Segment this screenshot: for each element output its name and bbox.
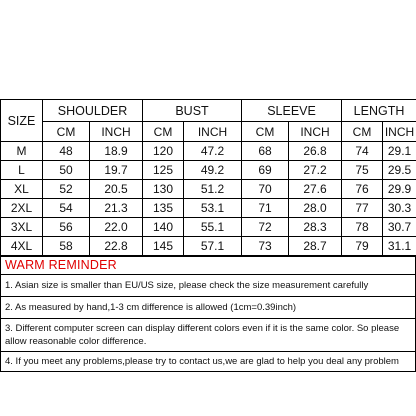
size-header: SIZE — [1, 100, 43, 142]
measurement-cell: 68 — [242, 142, 289, 161]
measurement-cell: 28.7 — [289, 237, 342, 256]
size-label: 3XL — [1, 218, 43, 237]
size-row — [1, 161, 416, 180]
measurement-cell: 19.7 — [90, 161, 143, 180]
size-label: L — [1, 161, 43, 180]
note-item: 3. Different computer screen can display different colors even if it is the same color. So please allow reasonable color difference. — [1, 319, 416, 352]
unit-header: INCH — [90, 122, 143, 142]
note-item: 4. If you meet any problems,please try to contact us,we are glad to help you deal any problem — [1, 352, 416, 372]
unit-header: INCH — [289, 122, 342, 142]
size-row — [1, 142, 416, 161]
measurement-cell: 30.7 — [383, 218, 416, 237]
measurement-cell: 28.3 — [289, 218, 342, 237]
measurement-cell: 22.0 — [90, 218, 143, 237]
measurement-cell: 78 — [342, 218, 383, 237]
measurement-cell: 55.1 — [184, 218, 242, 237]
measurement-cell: 49.2 — [184, 161, 242, 180]
header-row-units — [1, 122, 416, 142]
measurement-cell: 26.8 — [289, 142, 342, 161]
measurement-cell: 21.3 — [90, 199, 143, 218]
measurement-cell: 29.5 — [383, 161, 416, 180]
size-label: XL — [1, 180, 43, 199]
measurement-cell: 56 — [43, 218, 90, 237]
measurement-cell: 48 — [43, 142, 90, 161]
measurement-cell: 120 — [143, 142, 184, 161]
measurement-cell: 30.3 — [383, 199, 416, 218]
measurement-cell: 28.0 — [289, 199, 342, 218]
measurement-cell: 27.2 — [289, 161, 342, 180]
size-row — [1, 218, 416, 237]
measurement-cell: 57.1 — [184, 237, 242, 256]
measurement-cell: 145 — [143, 237, 184, 256]
measurement-cell: 20.5 — [90, 180, 143, 199]
measurement-cell: 31.1 — [383, 237, 416, 256]
measurement-cell: 135 — [143, 199, 184, 218]
warm-reminder — [0, 256, 416, 372]
measurement-cell: 58 — [43, 237, 90, 256]
measurement-cell: 53.1 — [184, 199, 242, 218]
unit-header: INCH — [383, 122, 416, 142]
unit-header: INCH — [184, 122, 242, 142]
measurement-cell: 77 — [342, 199, 383, 218]
header-sleeve: SLEEVE — [242, 100, 342, 122]
measurement-cell: 52 — [43, 180, 90, 199]
unit-header: CM — [143, 122, 184, 142]
measurement-cell: 71 — [242, 199, 289, 218]
header-bust: BUST — [143, 100, 242, 122]
measurement-cell: 70 — [242, 180, 289, 199]
measurement-cell: 51.2 — [184, 180, 242, 199]
size-row — [1, 199, 416, 218]
note-item: 2. As measured by hand,1-3 cm difference is allowed (1cm=0.39inch) — [1, 297, 416, 319]
unit-header: CM — [242, 122, 289, 142]
size-rows — [1, 142, 416, 256]
size-row — [1, 180, 416, 199]
measurement-cell: 27.6 — [289, 180, 342, 199]
header-row-groups — [1, 100, 416, 122]
unit-header: CM — [342, 122, 383, 142]
measurement-cell: 73 — [242, 237, 289, 256]
measurement-cell: 69 — [242, 161, 289, 180]
size-label: 2XL — [1, 199, 43, 218]
measurement-cell: 54 — [43, 199, 90, 218]
size-label: M — [1, 142, 43, 161]
measurement-cell: 22.8 — [90, 237, 143, 256]
size-row — [1, 237, 416, 256]
measurement-cell: 29.9 — [383, 180, 416, 199]
measurement-cell: 29.1 — [383, 142, 416, 161]
size-label: 4XL — [1, 237, 43, 256]
header-length: LENGTH — [342, 100, 416, 122]
measurement-cell: 79 — [342, 237, 383, 256]
note-item: 1. Asian size is smaller than EU/US size, please check the size measurement carefully — [1, 275, 416, 297]
measurement-cell: 72 — [242, 218, 289, 237]
measurement-cell: 130 — [143, 180, 184, 199]
measurement-cell: 76 — [342, 180, 383, 199]
measurement-cell: 125 — [143, 161, 184, 180]
measurement-cell: 50 — [43, 161, 90, 180]
header-shoulder: SHOULDER — [43, 100, 143, 122]
size-chart — [0, 99, 416, 372]
measurement-cell: 74 — [342, 142, 383, 161]
measurement-cell: 140 — [143, 218, 184, 237]
measurement-cell: 18.9 — [90, 142, 143, 161]
size-table — [0, 99, 416, 256]
measurement-cell: 75 — [342, 161, 383, 180]
measurement-cell: 47.2 — [184, 142, 242, 161]
warm-reminder-title: WARM REMINDER — [1, 257, 416, 275]
unit-header: CM — [43, 122, 90, 142]
